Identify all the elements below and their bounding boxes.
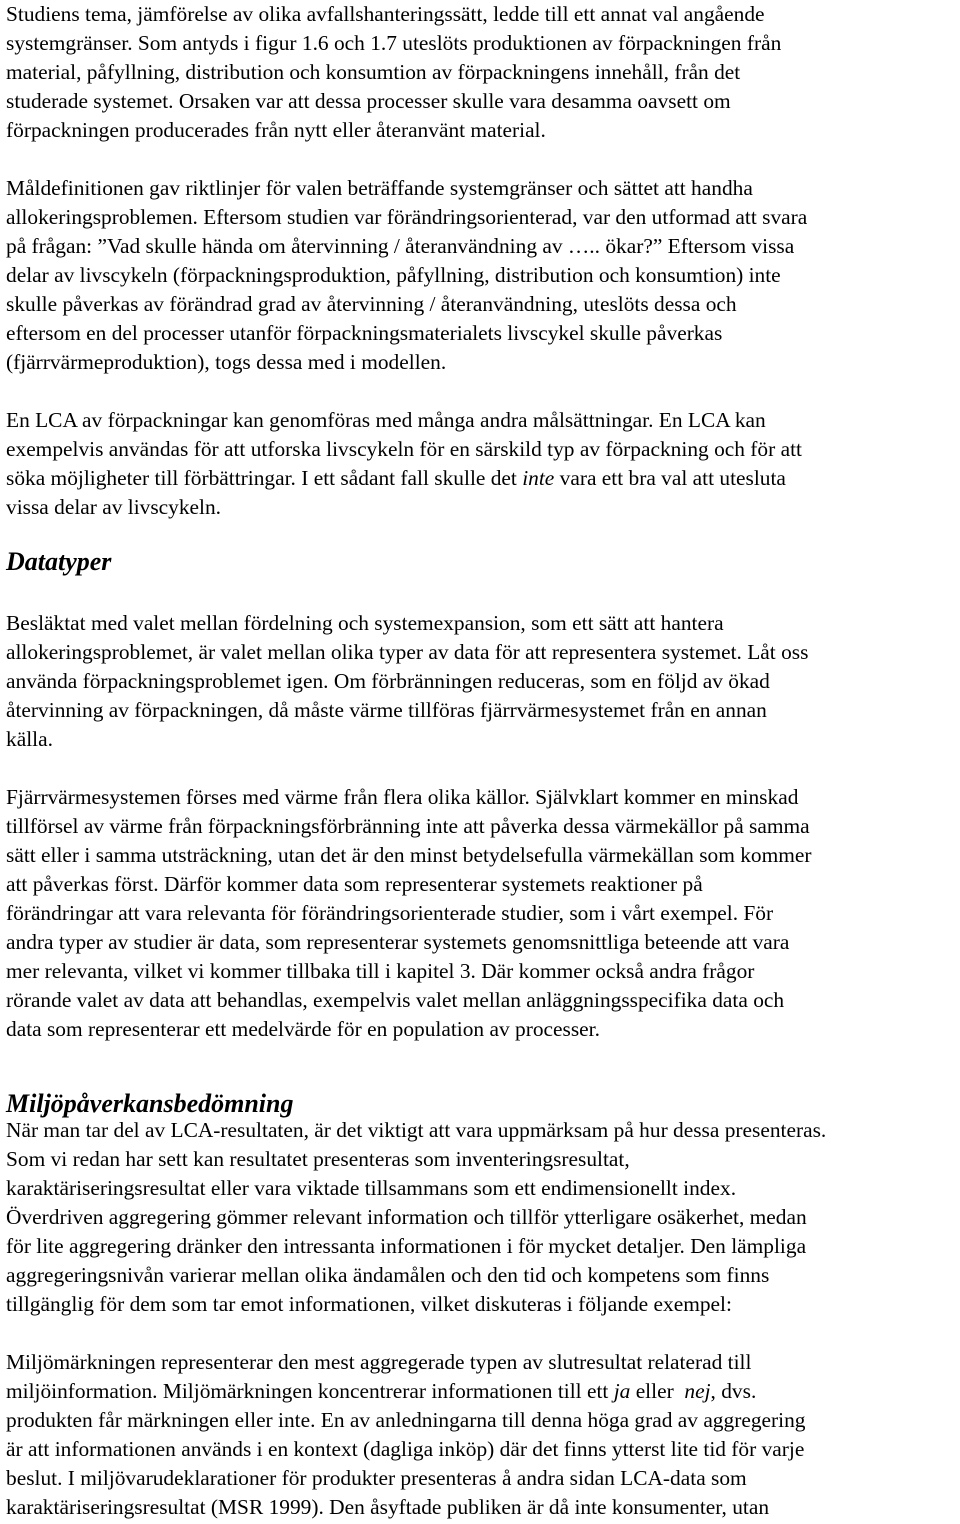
text-line: att påverkas först. Därför kommer data som representerar systemets reaktioner på — [6, 872, 703, 896]
text-line: Överdriven aggregering gömmer relevant information och tillför ytterligare osäkerhet, medan — [6, 1205, 807, 1229]
paragraph-eco-labelling — [6, 1348, 956, 1522]
text-line: allokeringsproblemen. Eftersom studien var förändringsorienterad, var den utformad att svara — [6, 205, 808, 229]
text-line: karaktäriseringsresultat (MSR 1999). Den åsyftade publiken är då inte konsumenter, utan — [6, 1495, 770, 1519]
text-line — [6, 1377, 956, 1406]
heading-miljopaverkansbedomning: Miljöpåverkansbedömning — [6, 1089, 294, 1118]
text-line: Besläktat med valet mellan fördelning och systemexpansion, som ett sätt att hantera — [6, 611, 724, 635]
text-line: skulle påverkas av förändrad grad av återvinning / återanvändning, uteslöts dessa och — [6, 292, 737, 316]
text-line: använda förpackningsproblemet igen. Om förbränningen reduceras, som en följd av ökad — [6, 669, 770, 693]
paragraph-system-boundaries — [6, 0, 956, 145]
text-line: Som vi redan har sett kan resultatet presenteras som inventeringsresultat, — [6, 1147, 630, 1171]
text-run: söka möjligheter till förbättringar. I ett sådant fall skulle det — [6, 466, 523, 490]
heading-datatyper: Datatyper — [6, 547, 112, 576]
document-page — [6, 0, 956, 1522]
paragraph-gap — [6, 377, 956, 406]
paragraph-lca-goals — [6, 406, 956, 522]
paragraph-impact-assessment — [6, 1116, 956, 1319]
text-line: allokeringsproblemet, är valet mellan olika typer av data för att representera systemet. Låt oss — [6, 640, 809, 664]
emphasis-ja: ja — [613, 1379, 631, 1403]
text-line: tillgänglig för dem som tar emot informationen, vilket diskuteras i följande exempel: — [6, 1292, 732, 1316]
text-line: När man tar del av LCA-resultaten, är det viktigt att vara uppmärksam på hur dessa presenteras. — [6, 1118, 827, 1142]
text-line: förpackningen producerades från nytt eller återanvänt material. — [6, 118, 546, 142]
paragraph-gap — [6, 595, 956, 609]
paragraph-gap — [6, 145, 956, 174]
paragraph-goal-definition — [6, 174, 956, 377]
text-line: exempelvis användas för att utforska livscykeln för en särskild typ av förpackning och för att — [6, 437, 802, 461]
paragraph-data-types — [6, 609, 956, 754]
text-run: vara ett bra val att utesluta — [554, 466, 786, 490]
text-line: källa. — [6, 727, 53, 751]
text-run: , dvs. — [710, 1379, 757, 1403]
text-run: eller — [630, 1379, 685, 1403]
text-line: återvinning av förpackningen, då måste värme tillföras fjärrvärmesystemet från en annan — [6, 698, 767, 722]
text-line: rörande valet av data att behandlas, exempelvis valet mellan anläggningsspecifika data och — [6, 988, 785, 1012]
text-line: Fjärrvärmesystemen förses med värme från flera olika källor. Självklart kommer en minskad — [6, 785, 799, 809]
text-line: sätt eller i samma utsträckning, utan det är den minst betydelsefulla värmekällan som kommer — [6, 843, 812, 867]
text-line: (fjärrvärmeproduktion), togs dessa med i modellen. — [6, 350, 447, 374]
text-line: aggregeringsnivån varierar mellan olika ändamålen och den tid och kompetens som finns — [6, 1263, 770, 1287]
text-line: produkten får märkningen eller inte. En av anledningarna till denna höga grad av aggregering — [6, 1408, 806, 1432]
paragraph-gap — [6, 754, 956, 783]
text-line: mer relevanta, vilket vi kommer tillbaka till i kapitel 3. Där kommer också andra frågor — [6, 959, 755, 983]
text-line: tillförsel av värme från förpackningsförbränning inte att påverka dessa värmekällor på samma — [6, 814, 810, 838]
text-line — [6, 464, 956, 493]
text-line: studerade systemet. Orsaken var att dessa processer skulle vara desamma oavsett om — [6, 89, 731, 113]
text-line: material, påfyllning, distribution och konsumtion av förpackningens innehåll, från det — [6, 60, 741, 84]
text-line: data som representerar ett medelvärde för en population av processer. — [6, 1017, 600, 1041]
emphasis-inte: inte — [522, 466, 555, 490]
text-line: karaktäriseringsresultat eller vara viktade tillsammans som ett endimensionellt index. — [6, 1176, 737, 1200]
text-line: En LCA av förpackningar kan genomföras med många andra målsättningar. En LCA kan — [6, 408, 766, 432]
text-line: förändringar att vara relevanta för förändringsorienterade studier, som i vårt exempel. För — [6, 901, 774, 925]
text-line: vissa delar av livscykeln. — [6, 495, 222, 519]
text-run: miljöinformation. Miljömärkningen koncentrerar informationen till ett — [6, 1379, 614, 1403]
text-line: eftersom en del processer utanför förpackningsmaterialets livscykel skulle påverkas — [6, 321, 723, 345]
text-line: andra typer av studier är data, som representerar systemets genomsnittliga beteende att vara — [6, 930, 790, 954]
paragraph-district-heating — [6, 783, 956, 1044]
paragraph-gap — [6, 1319, 956, 1348]
emphasis-nej: nej — [684, 1379, 711, 1403]
text-line: delar av livscykeln (förpackningsproduktion, påfyllning, distribution och konsumtion) inte — [6, 263, 781, 287]
text-line: systemgränser. Som antyds i figur 1.6 och 1.7 uteslöts produktionen av förpackningen från — [6, 31, 782, 55]
paragraph-gap — [6, 522, 956, 536]
text-line: är att informationen används i en kontext (dagliga inköp) där det finns ytterst lite tid för varje — [6, 1437, 805, 1461]
text-line: på frågan: ”Vad skulle hända om återvinning / återanvändning av ….. ökar?” Eftersom vissa — [6, 234, 795, 258]
text-line: Måldefinitionen gav riktlinjer för valen beträffande systemgränser och sättet att handha — [6, 176, 753, 200]
text-line: Studiens tema, jämförelse av olika avfallshanteringssätt, ledde till ett annat val angående — [6, 2, 765, 26]
text-line: beslut. I miljövarudeklarationer för produkter presenteras å andra sidan LCA-data som — [6, 1466, 747, 1490]
text-line: Miljömärkningen representerar den mest aggregerade typen av slutresultat relaterad till — [6, 1350, 752, 1374]
text-line: för lite aggregering dränker den intressanta informationen i för mycket detaljer. Den lämpliga — [6, 1234, 807, 1258]
